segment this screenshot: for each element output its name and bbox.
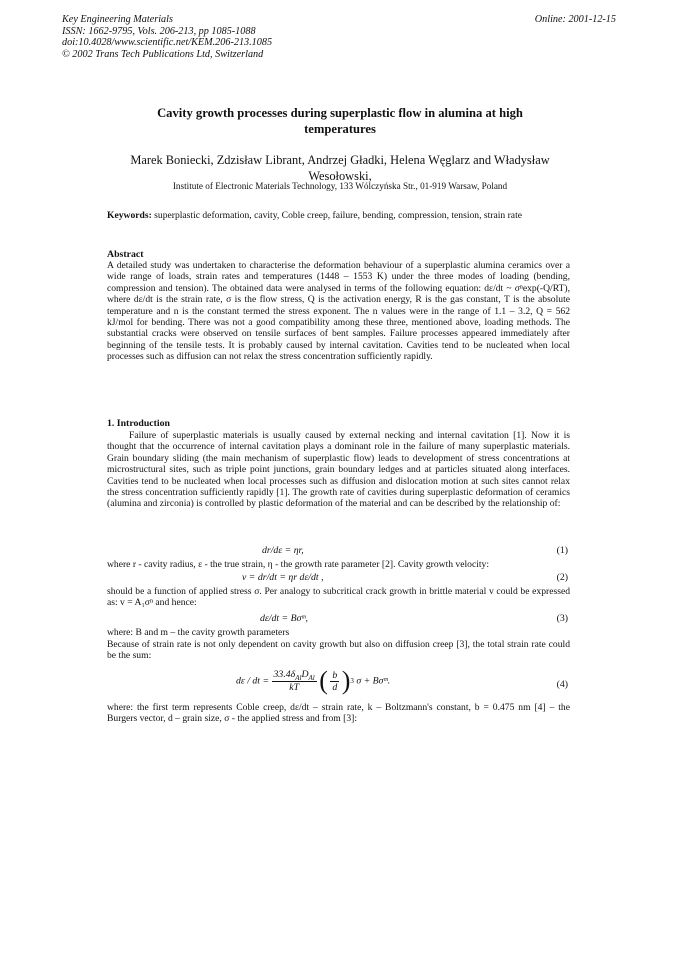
equation-1: dr/dε = ηr, xyxy=(262,545,304,556)
text-after-eq1: where r - cavity radius, ε - the true strain, η - the growth rate parameter [2]. Cavity growth velocity: xyxy=(107,559,490,570)
copyright-line: © 2002 Trans Tech Publications Ltd, Switzerland xyxy=(62,48,264,60)
text-after-eq2: should be a function of applied stress σ. Per analogy to subcritical crack growth in brittle material v could be expressed as: v = A₁σⁿ and hence: xyxy=(107,586,570,609)
introduction-heading: 1. Introduction xyxy=(107,418,170,429)
equation-3-number: (3) xyxy=(556,613,568,624)
equation-4: dε / dt = $\frac{33.4\delta_{Al}D_{Al}}{kT}$ ( $\frac{b}{d}$ )3 σ + Bσᵐ. xyxy=(236,666,391,695)
introduction-paragraph: Failure of superplastic materials is usually caused by external necking and internal cavitation [1]. Now it is thought that the occurrence of internal cavitation plays a dominant role in the failure of many superplastic materials. Grain boundary sliding (the main mechanism of superplastic flow) leads to development of stress concentrations at microstructural sites, such as triple point junctions, grain boundary ledges and at particles situated along interfaces. Cavities tend to be nucleated when local processes such as diffusion and dislocation motion at such sites cannot relax the stress concentration sufficiently rapidly [1]. The growth rate of cavities during superplastic deformation of ceramics (alumina and zirconia) is controlled by plastic deformation of the material and can be described by the relationship of: xyxy=(107,430,570,510)
title-line-2: temperatures xyxy=(304,122,376,136)
eq4-rhs: σ + Bσᵐ. xyxy=(356,675,391,687)
equation-2-number: (2) xyxy=(556,572,568,583)
abstract-text: A detailed study was undertaken to characterise the deformation behaviour of a superplastic alumina ceramics over a wide range of loads, strain rates and temperatures (1448 – 1553 K) under the three modes of loading (bending, compression and tension). The obtained data were analysed in terms of the following equation: dε/dt ~ σⁿexp(-Q/RT), where dε/dt is the strain rate, σ is the flow stress, Q is the activation energy, R is the gas constant, T is the absolute temperature and n is the constant termed the stress exponent. The n values were in the range of 1.1 – 3.2, Q = 562 kJ/mol for bending. There was not a good compatibility among these three, mentioned above, loading methods. The substantial cracks were observed on tensile surfaces of bent samples. Failure processes appeared immediately after beginning of the tensile tests. It is probably caused by internal cavitation. Cavities tend to be nucleated when local processes such as diffusion can not relax the stress concentration sufficiently rapidly. xyxy=(107,260,570,363)
affiliation: Institute of Electronic Materials Technology, 133 Wólczyńska Str., 01-919 Warsaw, Poland xyxy=(172,181,508,191)
equation-2: v = dr/dt = ηr dε/dt , xyxy=(242,572,324,583)
author-list xyxy=(70,152,610,184)
eq4-lhs: dε / dt = xyxy=(236,675,270,687)
online-date: Online: 2001-12-15 xyxy=(534,14,616,25)
text-after-eq3-a: where: B and m – the cavity growth parameters xyxy=(107,627,290,638)
journal-header xyxy=(62,14,272,60)
title-line-1: Cavity growth processes during superplastic flow in alumina at high xyxy=(157,106,523,120)
doi-line: doi:10.4028/www.scientific.net/KEM.206-213.1085 xyxy=(62,37,273,48)
eq4-numerator: $33.4\delta_{Al}D_{Al}$ xyxy=(273,668,315,682)
abstract-heading: Abstract xyxy=(107,249,144,260)
equation-1-number: (1) xyxy=(556,545,568,556)
eq4-fraction xyxy=(272,669,317,694)
eq4-exponent: 3 xyxy=(350,677,354,685)
keywords xyxy=(107,210,570,221)
keywords-label: Keywords: xyxy=(107,210,152,221)
journal-name: Key Engineering Materials xyxy=(62,14,173,25)
issn-line: ISSN: 1662-9795, Vols. 206-213, pp 1085-1088 xyxy=(62,25,256,37)
keywords-text: superplastic deformation, cavity, Coble creep, failure, bending, compression, tension, strain rate xyxy=(151,210,522,221)
equation-4-number: (4) xyxy=(556,679,568,690)
authors-line-2: Wesołowski, xyxy=(308,169,372,183)
authors-line-1: Marek Boniecki, Zdzisław Librant, Andrzej Gładki, Helena Węglarz and Władysław xyxy=(130,153,550,167)
equation-3: dε/dt = Bσᵐ, xyxy=(260,613,308,624)
eq4-denominator: kT xyxy=(289,682,300,694)
eq4-b-over-d: $\frac{b}{d}$ xyxy=(332,669,338,693)
text-after-eq3-b: Because of strain rate is not only dependent on cavity growth but also on diffusion creep [3], the total strain rate could be the sum: xyxy=(107,639,570,662)
paper-title xyxy=(80,105,600,137)
text-after-eq4: where: the first term represents Coble creep, dε/dt – strain rate, k – Boltzmann's constant, b = 0.475 nm [4] – the Burgers vector, d – grain size, σ - the applied stress and from [3]: xyxy=(107,702,570,725)
